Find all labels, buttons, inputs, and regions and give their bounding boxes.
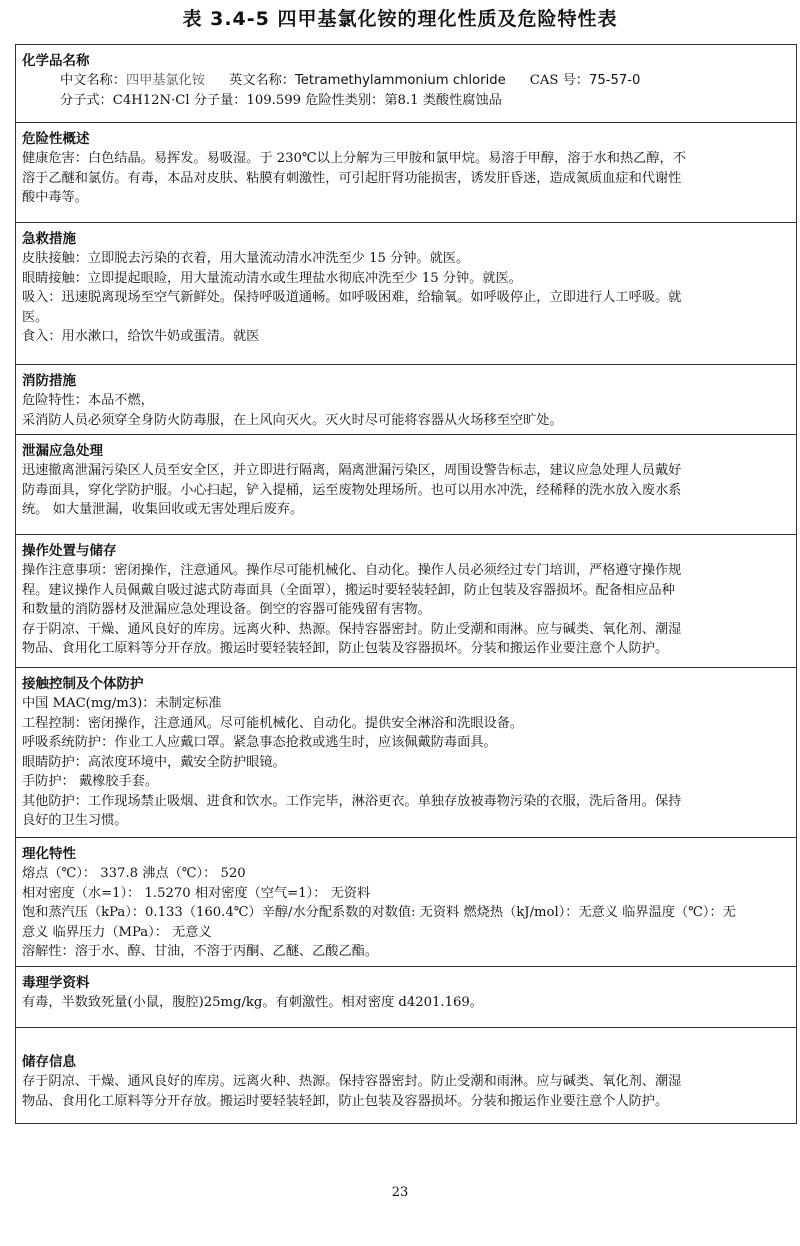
section-heading: 理化特性 (22, 846, 76, 862)
identity-line-2: 分子式：C4H12N·Cl 分子量：109.599 危险性类别：第8.1 类酸性腐蚀品 (60, 92, 502, 108)
section-heading: 储存信息 (22, 1054, 76, 1070)
text-line: 存于阴凉、干燥、通风良好的库房。远离火种、热源。保持容器密封。防止受潮和雨淋。应与碱类、氧化剂、潮湿 (22, 1074, 682, 1089)
text-line: 工程控制：密闭操作，注意通风。尽可能机械化、自动化。提供安全淋浴和洗眼设备。 (22, 715, 524, 731)
text-line: 皮肤接触：立即脱去污染的衣着，用大量流动清水冲洗至少 15 分钟。就医。 (22, 251, 470, 266)
section-heading: 操作处置与储存 (22, 543, 117, 559)
text-line: 物品、食用化工原料等分开存放。搬运时要轻装轻卸，防止包装及容器损坏。分装和搬运作业要注意个人防护。 (22, 641, 669, 656)
text-line: 饱和蒸汽压（kPa）：0.133（160.4℃）辛醇/水分配系数的对数值: 无资料 燃烧热（kJ/mol）：无意义 临界温度（℃）：无 (22, 905, 736, 920)
text-line: 吸入：迅速脱离现场至空气新鲜处。保持呼吸道通畅。如呼吸困难，给输氧。如呼吸停止，立即进行人工呼吸。就 (22, 290, 682, 305)
text-line: 健康危害：白色结晶。易挥发。易吸湿。于 230℃以上分解为三甲胺和氯甲烷。易溶于甲醇，溶于水和热乙醇，不 (22, 151, 686, 166)
text-line: 采消防人员必须穿全身防火防毒服，在上风向灭火。灭火时尽可能将容器从火场移至空旷处。 (22, 412, 563, 428)
section-heading: 接触控制及个体防护 (22, 676, 144, 692)
text-line: 防毒面具，穿化学防护服。小心扫起，铲入提桶，运至废物处理场所。也可以用水冲洗，经稀释的洗水放入废水系 (22, 482, 682, 498)
property-table (15, 44, 797, 1124)
section-storage (16, 1028, 796, 1123)
section-heading: 泄漏应急处理 (22, 443, 103, 459)
section-heading: 消防措施 (22, 373, 76, 389)
text-line: 统。 如大量泄漏，收集回收或无害处理后废弃。 (22, 502, 304, 517)
text-line: 物品、食用化工原料等分开存放。搬运时要轻装轻卸，防止包装及容器损坏。分装和搬运作业要注意个人防护。 (22, 1093, 669, 1109)
text-line: 良好的卫生习惯。 (22, 813, 128, 828)
text-line: 熔点（℃）： 337.8 沸点（℃）： 520 (22, 866, 246, 881)
text-line: 操作注意事项：密闭操作，注意通风。操作尽可能机械化、自动化。操作人员必须经过专门培训，严格遵守操作规 (22, 563, 682, 578)
cas-value: 75-57-0 (588, 73, 641, 88)
section-heading: 毒理学资料 (22, 975, 90, 991)
text-line: 中国 MAC(mg/m3)：未制定标准 (22, 696, 222, 711)
section-identity (16, 45, 796, 123)
text-line: 眼睛防护：高浓度环境中，戴安全防护眼镜。 (22, 754, 286, 770)
table-title: 表 3.4-5 四甲基氯化铵的理化性质及危险特性表 (182, 8, 618, 30)
section-heading: 急救措施 (22, 231, 76, 247)
text-line: 程。建议操作人员佩戴自吸过滤式防毒面具（全面罩），搬运时要轻装轻卸，防止包装及容器损坏。配备相应品种 (22, 582, 675, 598)
en-name-label: 英文名称： (229, 73, 295, 88)
text-line: 食入：用水漱口，给饮牛奶或蛋清。就医 (22, 329, 260, 344)
section-exposure (16, 668, 796, 838)
text-line: 相对密度（水=1）： 1.5270 相对密度（空气=1）： 无资料 (22, 885, 371, 901)
page-number: 23 (391, 1185, 409, 1200)
text-line: 迅速撤离泄漏污染区人员至安全区，并立即进行隔离，隔离泄漏污染区，周围设警告标志，建议应急处理人员戴好 (22, 463, 682, 478)
text-line: 存于阴凉、干燥、通风良好的库房。远离火种、热源。保持容器密封。防止受潮和雨淋。应与碱类、氧化剂、潮湿 (22, 621, 682, 637)
section-leak (16, 435, 796, 535)
identity-line-1 (22, 71, 790, 91)
text-line: 和数量的消防器材及泄漏应急处理设备。倒空的容器可能残留有害物。 (22, 602, 431, 617)
section-toxicology (16, 967, 796, 1028)
text-line: 呼吸系统防护：作业工人应戴口罩。紧急事态抢救或逃生时，应该佩戴防毒面具。 (22, 735, 497, 750)
section-first-aid (16, 223, 796, 365)
text-line: 意义 临界压力（MPa）： 无意义 (22, 924, 212, 940)
text-line: 有毒，半数致死量(小鼠，腹腔)25mg/kg。有刺激性。相对密度 d4201.169。 (22, 995, 483, 1010)
cn-name-value: 四甲基氯化铵 (125, 73, 206, 88)
text-line: 手防护： 戴橡胶手套。 (22, 774, 159, 789)
cas-label: CAS 号： (529, 73, 589, 88)
text-line: 医。 (22, 309, 49, 325)
text-line: 危险特性：本品不燃， (22, 393, 154, 408)
text-line: 其他防护：工作现场禁止吸烟、进食和饮水。工作完毕，淋浴更衣。单独存放被毒物污染的衣服，洗后备用。保持 (22, 793, 682, 809)
section-handling (16, 535, 796, 668)
en-name-value: Tetramethylammonium chloride (295, 73, 506, 88)
text-line: 酸中毒等。 (22, 190, 88, 205)
text-line: 溶解性：溶于水、醇、甘油，不溶于丙酮、乙醚、乙酸乙酯。 (22, 944, 379, 959)
section-heading: 危险性概述 (22, 131, 90, 147)
text-line: 眼睛接触：立即提起眼睑，用大量流动清水或生理盐水彻底冲洗至少 15 分钟。就医。 (22, 270, 522, 286)
section-heading: 化学品名称 (22, 53, 90, 69)
cn-name-label: 中文名称： (60, 73, 126, 88)
section-fire (16, 365, 796, 435)
section-physchem (16, 838, 796, 967)
section-hazard (16, 123, 796, 223)
text-line: 溶于乙醚和氯仿。有毒，本品对皮肤、粘膜有刺激性，可引起肝肾功能损害，诱发肝昏迷，造成氮质血症和代谢性 (22, 170, 682, 186)
